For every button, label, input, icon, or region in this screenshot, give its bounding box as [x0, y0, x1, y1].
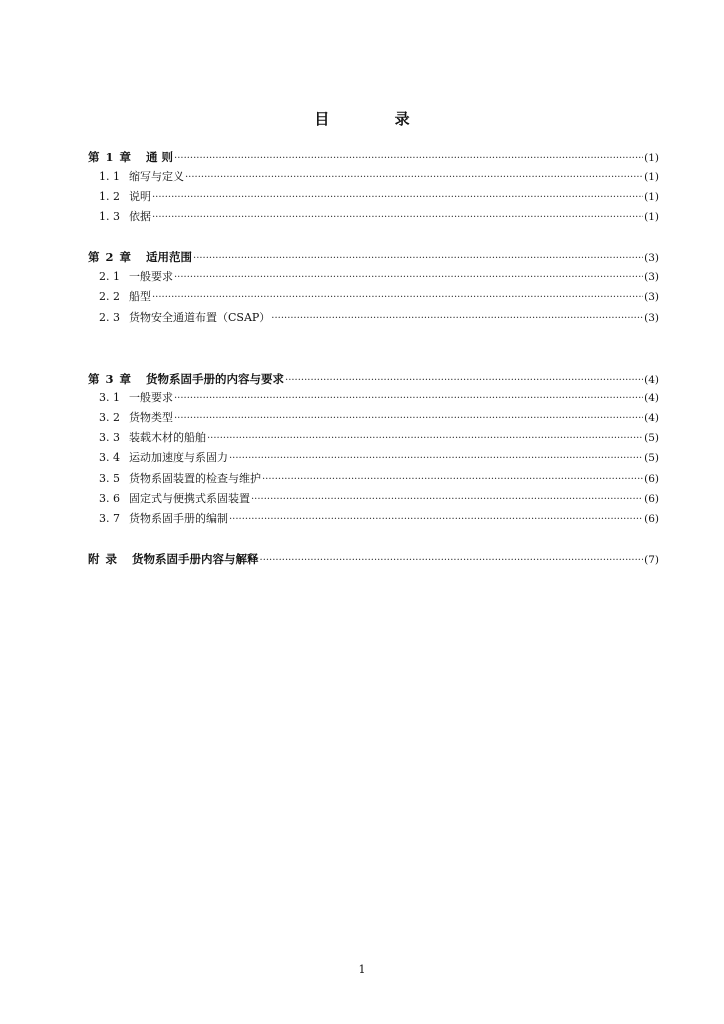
dot-leader — [229, 509, 643, 530]
toc-entry-title: 货物类型 — [129, 411, 173, 424]
dot-leader — [207, 428, 643, 449]
dot-leader — [174, 388, 643, 409]
toc-entry-heading — [88, 247, 192, 267]
dot-leader — [229, 448, 643, 469]
toc-entry-heading — [88, 509, 228, 529]
toc-entry-page-number: (5) — [644, 452, 659, 464]
toc-entry-heading — [88, 489, 250, 509]
toc-entry-heading — [88, 448, 228, 468]
dot-leader — [185, 167, 643, 188]
toc-entry-number: 第 3 章 — [88, 372, 133, 386]
toc-section-entry[interactable] — [88, 408, 659, 428]
toc-entry-title: 说明 — [129, 190, 151, 203]
toc-entry-number: 1. 3 — [99, 210, 120, 223]
toc-entry-page-number: (6) — [644, 473, 659, 485]
dot-leader — [251, 489, 643, 510]
toc-entry-number: 1. 2 — [99, 190, 120, 203]
dot-leader — [193, 247, 643, 269]
toc-entry-page-number: (3) — [644, 312, 659, 324]
toc-entry-number: 2. 3 — [99, 311, 120, 324]
toc-entry-number: 3. 6 — [99, 492, 120, 505]
toc-entry-heading — [88, 207, 151, 227]
toc-entry-title: 运动加速度与系固力 — [129, 451, 228, 464]
dot-leader — [260, 549, 644, 571]
dot-leader — [152, 207, 643, 228]
toc-entry-number: 3. 4 — [99, 451, 120, 464]
toc-entry-page-number: (3) — [644, 252, 659, 264]
toc-section-entry[interactable] — [88, 287, 659, 307]
toc-entry-heading — [88, 187, 151, 207]
toc-entry-page-number: (7) — [644, 554, 659, 566]
page-title: 目 录 — [314, 110, 440, 128]
toc-section-entry[interactable] — [88, 308, 659, 328]
toc-chapter-entry[interactable] — [88, 549, 659, 569]
toc-entry-title: 货物安全通道布置（CSAP） — [129, 311, 271, 324]
toc-entry-title: 货物系固装置的检查与维护 — [129, 472, 261, 485]
toc-chapter-entry[interactable] — [88, 247, 659, 267]
toc-entry-title: 货物系固手册内容与解释 — [132, 552, 259, 566]
toc-section-entry[interactable] — [88, 187, 659, 207]
toc-entry-page-number: (1) — [644, 152, 659, 164]
toc-entry-title: 适用范围 — [146, 250, 193, 264]
toc-entry-number: 3. 2 — [99, 411, 120, 424]
toc-entry-heading — [88, 408, 173, 428]
toc-entry-heading — [88, 267, 173, 287]
toc-entry-number: 3. 1 — [99, 391, 120, 404]
toc-entry-page-number: (5) — [644, 432, 659, 444]
toc-entry-heading — [88, 549, 259, 569]
toc-entry-page-number: (4) — [644, 374, 659, 386]
toc-entry-page-number: (6) — [644, 493, 659, 505]
toc-entry-page-number: (3) — [644, 291, 659, 303]
toc-entry-number: 第 2 章 — [88, 250, 133, 264]
toc-chapter-entry[interactable] — [88, 147, 659, 167]
toc-entry-number: 2. 1 — [99, 270, 120, 283]
toc-section-entry[interactable] — [88, 207, 659, 227]
toc-section-entry[interactable] — [88, 509, 659, 529]
dot-leader — [152, 187, 643, 208]
toc-entry-heading — [88, 308, 270, 328]
toc-entry-title: 货物系固手册的内容与要求 — [146, 372, 285, 386]
toc-entry-heading — [88, 369, 284, 389]
dot-leader — [174, 267, 643, 288]
toc-entry-number: 第 1 章 — [88, 150, 133, 164]
toc-entry-page-number: (4) — [644, 392, 659, 404]
toc-entry-heading — [88, 469, 261, 489]
toc-entry-page-number: (6) — [644, 513, 659, 525]
toc-section-entry[interactable] — [88, 489, 659, 509]
toc-entry-page-number: (4) — [644, 412, 659, 424]
toc-entry-page-number: (1) — [644, 171, 659, 183]
toc-entry-heading — [88, 388, 173, 408]
toc-entry-title: 依据 — [129, 210, 151, 223]
footer-page-number: 1 — [358, 963, 366, 976]
toc-entry-heading — [88, 167, 184, 187]
toc-section-entry[interactable] — [88, 469, 659, 489]
toc-entry-title: 一般要求 — [129, 270, 173, 283]
toc-entry-title: 货物系固手册的编制 — [129, 512, 228, 525]
toc-entry-number: 2. 2 — [99, 290, 120, 303]
toc-entry-heading — [88, 287, 151, 307]
toc-entry-title: 船型 — [129, 290, 151, 303]
toc-section-entry[interactable] — [88, 428, 659, 448]
toc-entry-title: 装载木材的船舶 — [129, 431, 206, 444]
dot-leader — [271, 308, 643, 329]
toc-entry-heading — [88, 147, 173, 167]
toc-entry-number: 3. 7 — [99, 512, 120, 525]
toc-entry-number: 3. 3 — [99, 431, 120, 444]
toc-section-entry[interactable] — [88, 448, 659, 468]
toc-entry-title: 一般要求 — [129, 391, 173, 404]
dot-leader — [174, 147, 643, 169]
dot-leader — [174, 408, 643, 429]
toc-entry-number: 附 录 — [88, 552, 119, 566]
toc-entry-page-number: (1) — [644, 191, 659, 203]
toc-entry-number: 1. 1 — [99, 170, 120, 183]
toc-entry-title: 通 则 — [146, 150, 174, 164]
toc-section-entry[interactable] — [88, 388, 659, 408]
toc-entry-heading — [88, 428, 206, 448]
toc-chapter-entry[interactable] — [88, 369, 659, 389]
toc-entry-page-number: (1) — [644, 211, 659, 223]
toc-entry-title: 缩写与定义 — [129, 170, 184, 183]
toc-section-entry[interactable] — [88, 167, 659, 187]
toc-section-entry[interactable] — [88, 267, 659, 287]
dot-leader — [262, 469, 643, 490]
toc-entry-title: 固定式与便携式系固装置 — [129, 492, 250, 505]
toc-entry-page-number: (3) — [644, 271, 659, 283]
toc-entry-number: 3. 5 — [99, 472, 120, 485]
dot-leader — [152, 287, 643, 308]
